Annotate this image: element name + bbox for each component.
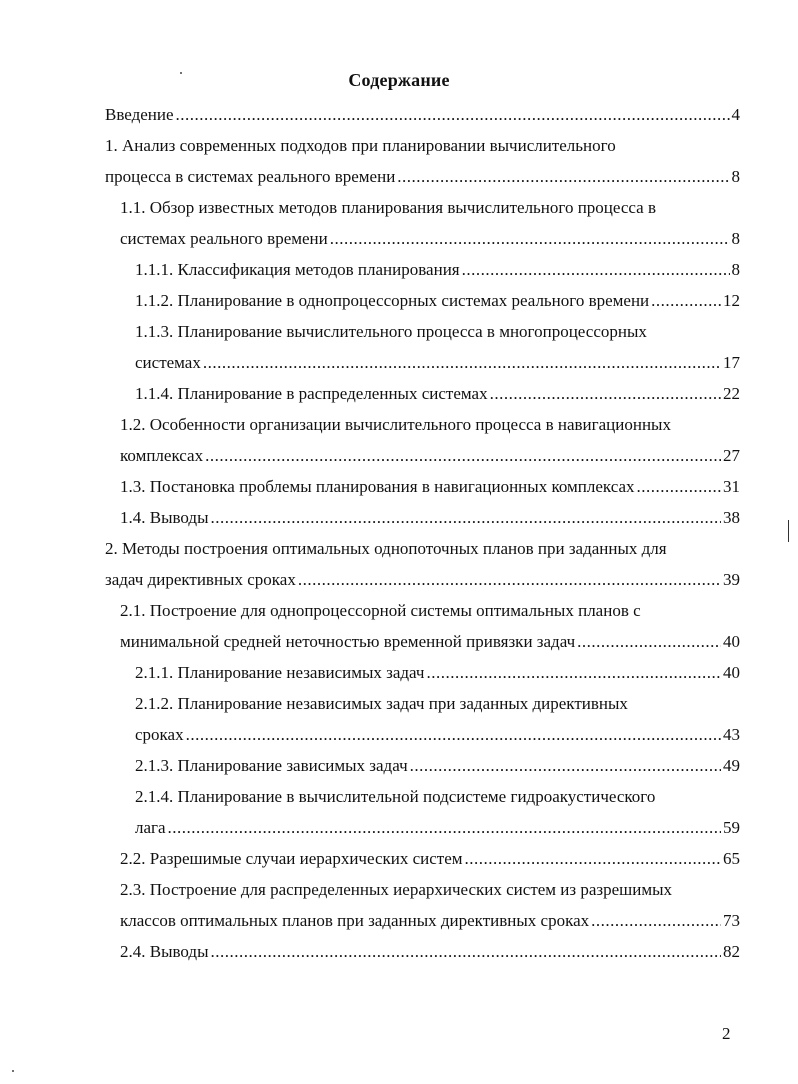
toc-entry-intro[interactable] (105, 104, 740, 126)
toc-page-number: 73 (723, 911, 740, 930)
leader-dots (637, 476, 721, 498)
leader-dots (397, 166, 729, 188)
toc-entry-section-1-1[interactable] (120, 228, 740, 250)
toc-entry-text: задач директивных сроках (105, 570, 296, 589)
toc-page-number: 59 (723, 818, 740, 837)
leader-dots (651, 290, 721, 312)
scan-speck (180, 72, 182, 74)
leader-dots (205, 445, 721, 467)
toc-entry-line1 (120, 197, 740, 219)
leader-dots (465, 848, 721, 870)
toc-page-number: 17 (723, 353, 740, 372)
toc-entry-text-line1: 1.2. Особенности организации вычислительного процесса в навигационных (120, 415, 671, 434)
leader-dots (168, 817, 721, 839)
leader-dots (186, 724, 721, 746)
toc-page-number: 8 (731, 167, 740, 186)
toc-entry-chapter-1[interactable] (105, 166, 740, 188)
leader-dots (298, 569, 721, 591)
toc-page-number: 4 (731, 105, 740, 124)
toc-entry-section-1-1-1[interactable] (135, 259, 740, 281)
toc-entry-section-1-4[interactable] (120, 507, 740, 529)
toc-entry-line1 (120, 879, 740, 901)
toc-page-number: 31 (723, 477, 740, 496)
toc-entry-text: 1.3. Постановка проблемы планирования в навигационных комплексах (120, 477, 635, 496)
toc-page-number: 40 (723, 632, 740, 651)
toc-entry-line1 (135, 786, 740, 808)
toc-entry-section-2-1-3[interactable] (135, 755, 740, 777)
toc-page-number: 39 (723, 570, 740, 589)
toc-entry-text-line1: 1. Анализ современных подходов при планировании вычислительного (105, 136, 616, 155)
toc-entry-text: 1.1.1. Классификация методов планирования (135, 260, 460, 279)
leader-dots (577, 631, 721, 653)
toc-page-number: 8 (731, 260, 740, 279)
toc-entry-line1 (120, 600, 740, 622)
toc-entry-text-line1: 2.3. Построение для распределенных иерархических систем из разрешимых (120, 880, 673, 899)
toc-entry-section-2-4[interactable] (120, 941, 740, 963)
toc-entry-text: сроках (135, 725, 184, 744)
toc-page-number: 43 (723, 725, 740, 744)
toc-page-number: 8 (731, 229, 740, 248)
toc-entry-section-2-1-1[interactable] (135, 662, 740, 684)
toc-entry-text-line1: 2.1.4. Планирование в вычислительной подсистеме гидроакустического (135, 787, 656, 806)
leader-dots (330, 228, 730, 250)
toc-page-number: 38 (723, 508, 740, 527)
toc-entry-text: Введение (105, 105, 174, 124)
toc-entry-section-1-2[interactable] (120, 445, 740, 467)
toc-entry-line1 (105, 538, 740, 560)
toc-entry-section-2-1[interactable] (120, 631, 740, 653)
toc-entry-text: лага (135, 818, 166, 837)
toc-entry-text: 2.2. Разрешимые случаи иерархических систем (120, 849, 463, 868)
page-number: 2 (722, 1024, 731, 1043)
leader-dots (591, 910, 721, 932)
toc-entry-line1 (105, 135, 740, 157)
toc-page-number: 49 (723, 756, 740, 775)
toc-page-number: 82 (723, 942, 740, 961)
toc-entry-text-line1: 2.1. Построение для однопроцессорной системы оптимальных планов с (120, 601, 641, 620)
leader-dots (203, 352, 721, 374)
toc-entry-section-2-1-4[interactable] (135, 817, 740, 839)
toc-entry-text: системах (135, 353, 201, 372)
toc-entry-section-1-3[interactable] (120, 476, 740, 498)
toc-page-number: 27 (723, 446, 740, 465)
toc-entry-text: 1.1.2. Планирование в однопроцессорных системах реального времени (135, 291, 650, 310)
toc-entry-text: 2.4. Выводы (120, 942, 209, 961)
toc-entry-line1 (120, 414, 740, 436)
toc-entry-text: 2.1.1. Планирование независимых задач (135, 663, 425, 682)
leader-dots (410, 755, 721, 777)
toc-entry-chapter-2[interactable] (105, 569, 740, 591)
toc-page-number: 40 (723, 663, 740, 682)
leader-dots (211, 941, 721, 963)
toc-entry-text: процесса в системах реального времени (105, 167, 396, 186)
toc-page-number: 12 (723, 291, 740, 310)
leader-dots (462, 259, 730, 281)
toc-entry-text: классов оптимальных планов при заданных директивных сроках (120, 911, 590, 930)
toc-page-number: 65 (723, 849, 740, 868)
toc-entry-text-line1: 1.1.3. Планирование вычислительного процесса в многопроцессорных (135, 322, 647, 341)
leader-dots (176, 104, 730, 126)
scan-margin-mark (788, 520, 789, 542)
toc-entry-text: 2.1.3. Планирование зависимых задач (135, 756, 408, 775)
toc-entry-text: комплексах (120, 446, 204, 465)
leader-dots (490, 383, 721, 405)
toc-entry-section-1-1-3[interactable] (135, 352, 740, 374)
leader-dots (426, 662, 721, 684)
toc-page-number: 22 (723, 384, 740, 403)
toc-entry-text: 1.4. Выводы (120, 508, 209, 527)
leader-dots (211, 507, 721, 529)
toc-entry-section-1-1-4[interactable] (135, 383, 740, 405)
toc-entry-section-1-1-2[interactable] (135, 290, 740, 312)
toc-entry-text: минимальной средней неточностью временной привязки задач (120, 632, 576, 651)
toc-entry-section-2-2[interactable] (120, 848, 740, 870)
toc-entry-text: системах реального времени (120, 229, 328, 248)
toc-entry-text-line1: 2.1.2. Планирование независимых задач при заданных директивных (135, 694, 628, 713)
scan-speck (12, 1070, 14, 1072)
toc-entry-section-2-3[interactable] (120, 910, 740, 932)
toc-entry-text-line1: 2. Методы построения оптимальных однопоточных планов при заданных для (105, 539, 667, 558)
toc-entry-section-2-1-2[interactable] (135, 724, 740, 746)
toc-entry-line1 (135, 693, 740, 715)
toc-entry-text-line1: 1.1. Обзор известных методов планирования вычислительного процесса в (120, 198, 656, 217)
toc-entry-text: 1.1.4. Планирование в распределенных системах (135, 384, 488, 403)
page-title: Содержание (348, 70, 450, 90)
toc-entry-line1 (135, 321, 740, 343)
